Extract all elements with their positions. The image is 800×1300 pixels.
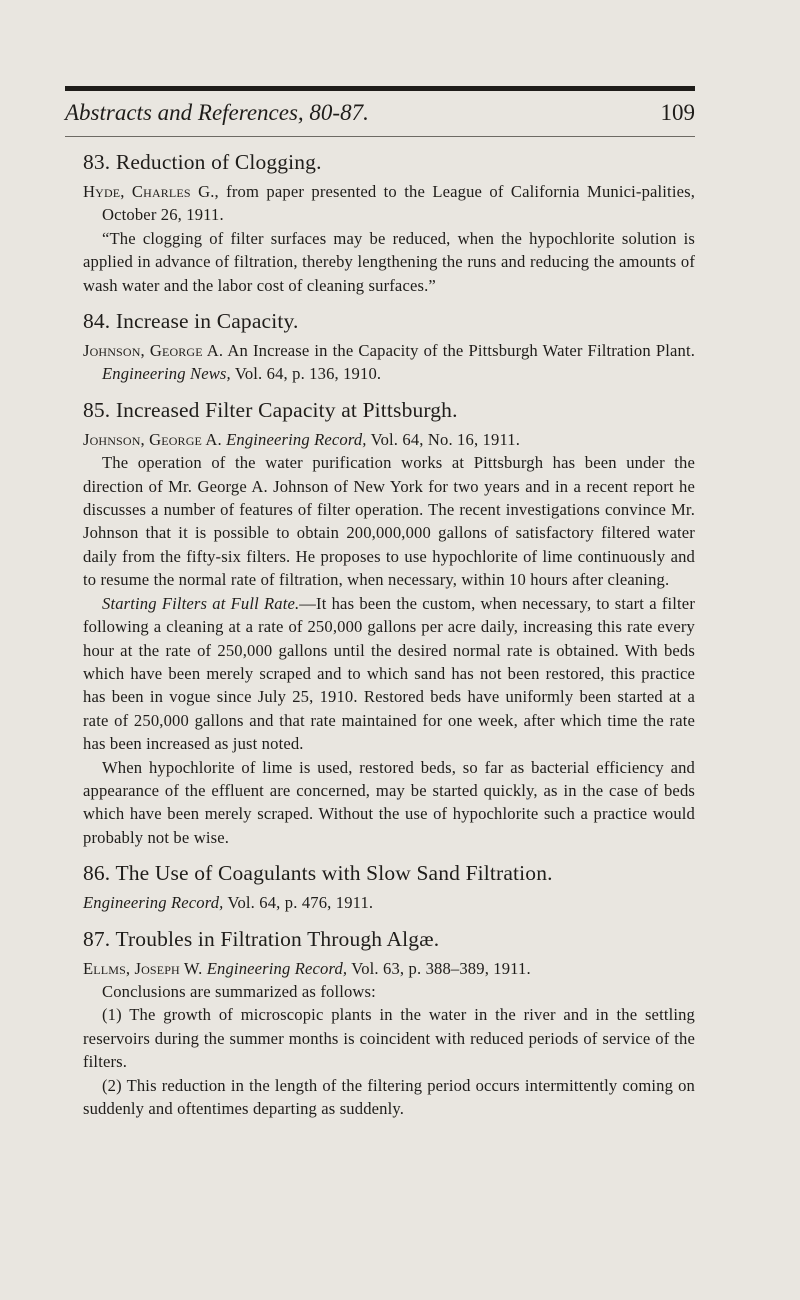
- section-85: [83, 396, 695, 849]
- section-83: [83, 148, 695, 297]
- section-title: 83. Reduction of Clogging.: [83, 150, 322, 174]
- author: Hyde, Charles G.,: [83, 182, 219, 201]
- citation-end: Vol. 63, p. 388–389, 1911.: [347, 958, 531, 978]
- citation-text: from paper presented to the League of California Munici-palities, October 26, 1911.: [102, 182, 695, 225]
- citation: [83, 180, 695, 227]
- author: Ellms, Joseph W.: [83, 958, 203, 978]
- section-87: [83, 925, 695, 1121]
- body-paragraph: The operation of the water purification works at Pittsburgh has been under the direction of Mr. George A. Johnson of New York for two years and in a recent report he discusses a number of features of filter operation. The recent investigations convince Mr. Johnson that it is possible to obtain 200,000,000 gallons of satisfactory filtered water daily from the fifty-six filters. He proposes to use hypochlorite of lime continuously and to resume the normal rate of filtration, when necessary, within 10 hours after cleaning.: [83, 453, 695, 590]
- citation: [83, 957, 695, 980]
- citation: [83, 339, 695, 386]
- body-paragraph: When hypochlorite of lime is used, restored beds, so far as bacterial efficiency and appearance of the effluent are concerned, may be started quickly, as in the case of beds which have been merely scraped. Without the use of hypochlorite such a practice would probably not be wise.: [83, 757, 695, 847]
- journal-name: Engineering Record,: [83, 893, 224, 913]
- paragraph-text: —It has been the custom, when necessary, to start a filter following a cleaning at a rate of 250,000 gallons per acre daily, increasing this rate every hour at the rate of 250,000 gallons until the desired normal rate is obtained. With beds which have been merely scraped and to which sand has not been restored, this practice has been in vogue since July 25, 1910. Restored beds have uniformly been started at a rate of 250,000 gallons and that rate maintained for one week, after which time the rate has been increased as just noted.: [83, 593, 695, 754]
- section-86: [83, 859, 695, 914]
- citation-text: An Increase in the Capacity of the Pittsburgh Water Filtration Plant.: [223, 341, 695, 361]
- quote-paragraph: “The clogging of filter surfaces may be reduced, when the hypochlorite solution is applied in advance of filtration, thereby lengthening the runs and reducing the amounts of wash water and the labor cost of cleaning surfaces.”: [83, 228, 695, 295]
- journal-name: Engineering Record,: [221, 429, 367, 449]
- citation-end: Vol. 64, p. 476, 1911.: [223, 893, 374, 913]
- header-rule-thick: [65, 86, 695, 91]
- running-header: [65, 98, 695, 128]
- list-item: (1) The growth of microscopic plants in the water in the river and in the settling reservoirs during the summer months is coincident with reduced periods of service of the filters.: [83, 1005, 695, 1072]
- author: Johnson, George A.: [83, 429, 222, 449]
- paragraph-lead: Starting Filters at Full Rate.: [102, 593, 300, 613]
- section-84: [83, 307, 695, 386]
- section-title: 86. The Use of Coagulants with Slow Sand Filtration.: [83, 861, 553, 886]
- page-number: 109: [660, 100, 695, 125]
- header-rule-thin: [65, 136, 695, 137]
- citation-end: Vol. 64, No. 16, 1911.: [366, 429, 521, 449]
- section-title: 85. Increased Filter Capacity at Pittsburgh.: [83, 397, 458, 422]
- citation-end: Vol. 64, p. 136, 1910.: [230, 364, 382, 384]
- page-body: [83, 148, 695, 1130]
- body-paragraph: Conclusions are summarized as follows:: [102, 981, 376, 1001]
- section-title: 87. Troubles in Filtration Through Algæ.: [83, 926, 440, 951]
- running-title: Abstracts and References, 80-87.: [65, 100, 369, 125]
- section-title: 84. Increase in Capacity.: [83, 309, 299, 334]
- list-item: (2) This reduction in the length of the filtering period occurs intermittently coming on suddenly and oftentimes departing as suddenly.: [83, 1075, 695, 1118]
- author: Johnson, George A.: [83, 341, 224, 361]
- journal-name: Engineering Record,: [202, 958, 348, 978]
- body-paragraph: [83, 592, 695, 756]
- citation: [83, 891, 695, 914]
- journal-name: Engineering News,: [102, 364, 231, 384]
- citation: [83, 428, 695, 451]
